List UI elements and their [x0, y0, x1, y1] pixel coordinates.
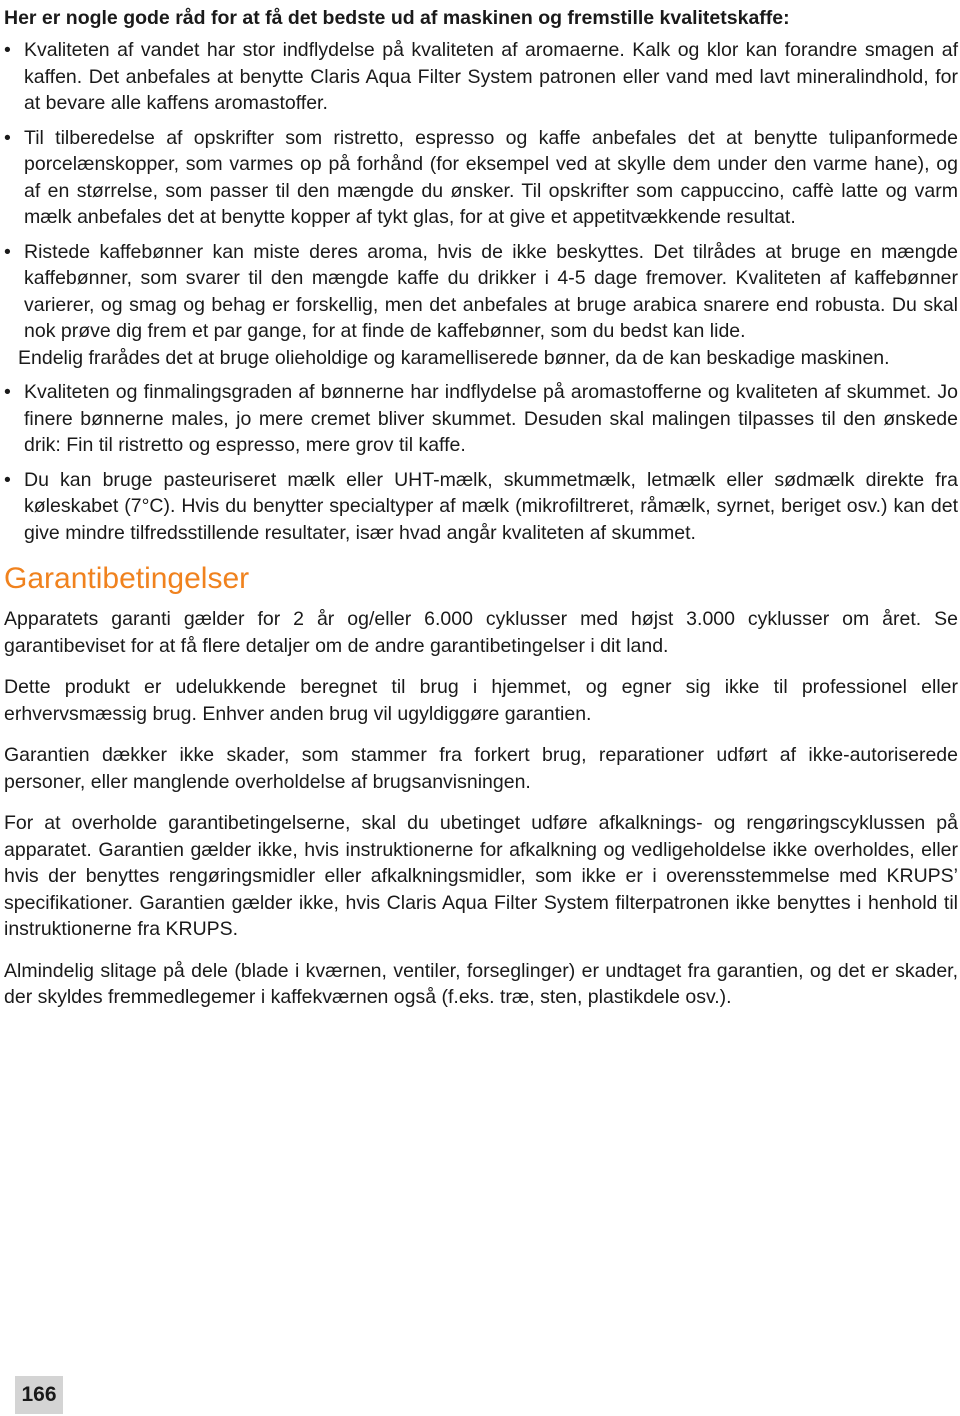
tip-item — [4, 379, 958, 459]
bullet-icon: • — [4, 126, 11, 149]
tip-item — [4, 239, 958, 372]
section-heading: Garantibetingelser — [4, 562, 250, 595]
tips-list — [4, 37, 958, 546]
warranty-paragraph: Dette produkt er udelukkende beregnet til brug i hjemmet, og egner sig ikke til professionel eller erhvervsmæssig brug. Enhver anden brug vil ugyldiggøre garantien. — [4, 676, 958, 725]
tip-text: Kvaliteten af vandet har stor indflydelse på kvaliteten af aromaerne. Kalk og klor kan forandre smagen af kaffen. Det anbefales at benytte Claris Aqua Filter System patronen eller vand med lavt mineralindhold, for at bevare alle kaffens aromastoffer. — [24, 39, 958, 114]
page-number: 166 — [15, 1376, 63, 1414]
tip-text: Du kan bruge pasteuriseret mælk eller UHT-mælk, skummetmælk, letmælk eller sødmælk direkte fra køleskabet (7°C). Hvis du benytter specialtyper af mælk (mikrofiltreret, råmælk, syrnet, beriget osv.) kan det give mindre tilfredsstillende resultater, især hvad angår kvaliteten af skummet. — [24, 468, 958, 544]
bullet-icon: • — [4, 468, 11, 491]
tip-item — [4, 125, 958, 231]
tip-text: Kvaliteten og finmalingsgraden af bønnerne har indflydelse på aromastofferne og kvaliteten af skummet. Jo finere bønnerne males, jo mere cremet bliver skummet. Desuden skal malingen tilpasses til den ønskede drik: Fin til ristretto og espresso, mere grov til kaffe. — [24, 381, 958, 456]
tip-text: Til tilberedelse af opskrifter som ristretto, espresso og kaffe anbefales det at benytte tulipanformede porcelænskopper, som varmes op på forhånd (for eksempel ved at skylle dem under den varme hane), og af en størrelse, som passer til den mængde du ønsker. Til opskrifter som cappuccino, caffè latte og varm mælk anbefales det at benytte kopper af tykt glas, for at give et appetitvækkende resultat. — [24, 126, 958, 228]
tip-item — [4, 467, 958, 547]
warranty-paragraph: For at overholde garantibetingelserne, skal du ubetinget udføre afkalknings- og rengøringscyklussen på apparatet. Garantien gælder ikke, hvis instruktionerne for afkalkning og vedligeholdelse ikke overholdes, eller hvis der benyttes rengøringsmidler eller afkalkningsmidler, som ikke er i overensstemmelse med KRUPS’ specifikationer. Garantien gælder ikke, hvis Claris Aqua Filter System filterpatronen ikke benyttes i henhold til instruktionerne fra KRUPS. — [4, 812, 958, 940]
bullet-icon: • — [4, 381, 11, 403]
document-page — [4, 0, 958, 1026]
intro-heading: Her er nogle gode råd for at få det bedste ud af maskinen og fremstille kvalitetskaffe: — [4, 7, 790, 29]
tip-item — [4, 37, 958, 117]
bullet-icon: • — [4, 39, 11, 61]
tip-extra-text: Endelig frarådes det at bruge olieholdige og karamelliserede bønner, da de kan beskadige maskinen. — [18, 346, 890, 369]
warranty-paragraph: Garantien dækker ikke skader, som stammer fra forkert brug, reparationer udført af ikke-autoriserede personer, eller manglende overholdelse af brugsanvisningen. — [4, 744, 958, 793]
tip-text: Ristede kaffebønner kan miste deres aroma, hvis de ikke beskyttes. Det tilrådes at bruge en mængde kaffebønner, som svarer til den mængde kaffe du drikker i 4-5 dage fremover. Kvaliteten af kaffebønner varierer, og smag og behag er forskellig, men det anbefales at bruge arabica snarere end robusta. Du skal nok prøve dig frem et par gange, for at finde de kaffebønner, som du bedst kan lide. — [24, 240, 958, 342]
warranty-paragraph: Apparatets garanti gælder for 2 år og/eller 6.000 cyklusser med højst 3.000 cyklusser om året. Se garantibeviset for at få flere detaljer om de andre garantibetingelser i dit land. — [4, 608, 958, 657]
bullet-icon: • — [4, 240, 11, 263]
warranty-paragraph: Almindelig slitage på dele (blade i kværnen, ventiler, forseglinger) er undtaget fra garantien, og det er skader, der skyldes fremmedlegemer i kaffekværnen også (f.eks. træ, sten, plastikdele osv.). — [4, 959, 958, 1008]
